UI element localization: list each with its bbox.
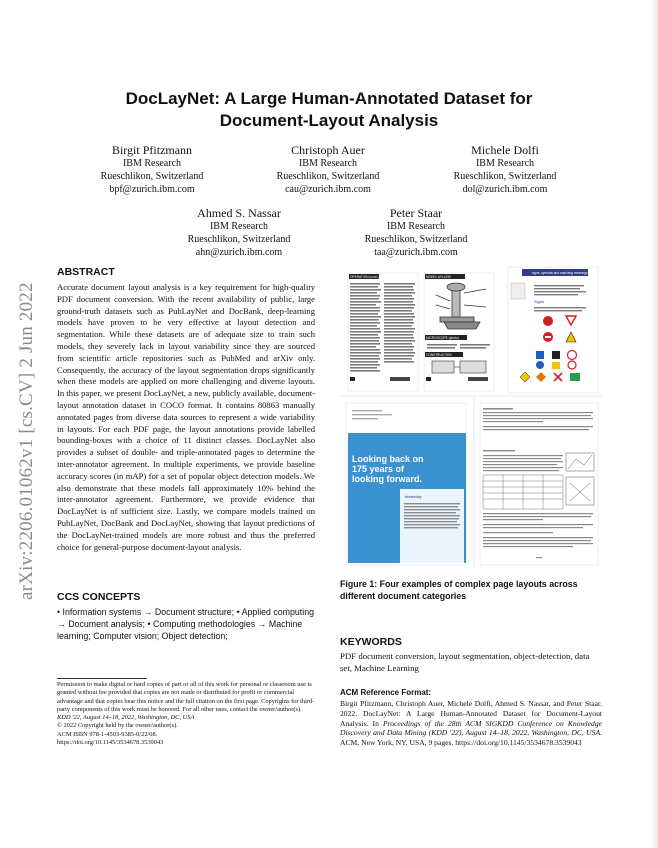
keywords-list: PDF document conversion, layout segmentation, object-detection, data set, Machine Learning — [340, 651, 590, 673]
figure-caption: Figure 1: Four examples of complex page layouts across different document categories — [340, 579, 578, 601]
footnote-isbn: ACM ISBN 978-1-4503-9385-0/22/08. — [57, 730, 158, 738]
panel-c-title: Signs — [534, 299, 545, 304]
headline-line: 175 years of — [352, 464, 405, 474]
arxiv-stamp: arXiv:2206.01062v1 [cs.CV] 2 Jun 2022 — [16, 282, 37, 600]
author-org: IBM Research — [386, 221, 446, 232]
author-email[interactable]: taa@zurich.ibm.com — [374, 247, 458, 258]
footnote — [57, 681, 319, 747]
title-line-2: Document-Layout Analysis — [219, 111, 439, 130]
acm-ref-venue: Proceedings of the 28th ACM SIGKDD Conference on Knowledge Discovery and Data Mining (KDD '22), August 14–18, 2022, Washington, DC, USA. — [340, 718, 603, 738]
author-email[interactable]: cau@zurich.ibm.com — [285, 184, 371, 195]
acm-reference-heading: ACM Reference Format: — [340, 688, 432, 697]
author-org: IBM Research — [475, 158, 535, 169]
acm-ref-authors: Birgit Pfitzmann, Christoph Auer, Michele Dolfi, Ahmed S. Nassar, and Peter Staar. 2022. DocLayNet: A Large Human-Annotated Dataset for Document-Layout Analysis. In — [340, 699, 602, 728]
figure-panel-document — [480, 403, 598, 565]
panel-b-subhead: Yesterday — [404, 494, 422, 499]
figure-panel-signs — [508, 267, 598, 393]
acm-reference — [340, 699, 602, 748]
author-name: Birgit Pfitzmann — [111, 143, 193, 157]
author-block — [316, 206, 516, 259]
author-block — [52, 143, 252, 196]
panel-a-label: MICROSCOPE (photo) — [426, 336, 459, 340]
keywords-heading: KEYWORDS — [340, 636, 402, 648]
author-block — [228, 143, 428, 196]
author-place: Rueschlikon, Switzerland — [100, 171, 204, 182]
author-email[interactable]: dol@zurich.ibm.com — [462, 184, 548, 195]
author-name: Christoph Auer — [291, 143, 365, 157]
author-place: Rueschlikon, Switzerland — [187, 234, 291, 245]
page-edge-shadow — [652, 0, 658, 848]
abstract-heading: ABSTRACT — [57, 266, 115, 278]
author-org: IBM Research — [298, 158, 358, 169]
figure-1 — [340, 265, 602, 568]
author-name: Peter Staar — [389, 206, 443, 220]
panel-a-label: CONSTRUCTION — [426, 353, 452, 357]
author-name: Ahmed S. Nassar — [197, 206, 281, 220]
paper-title — [60, 88, 598, 132]
headline-line: Looking back on — [352, 454, 424, 464]
panel-a-label: OPERATION (cont.) — [350, 275, 379, 279]
acm-ref-publisher: ACM, New York, NY, USA, 9 pages. https://doi.org/10.1145/3534678.3539043 — [340, 738, 582, 748]
footnote-venue: KDD '22, August 14–18, 2022, Washington, DC, USA — [57, 714, 195, 722]
author-name: Michele Dolfi — [471, 143, 539, 157]
ccs-heading: CCS CONCEPTS — [57, 591, 141, 603]
panel-a-label: MODEL AYL1230 — [426, 275, 451, 279]
headline-line: looking forward. — [352, 474, 423, 484]
author-block — [405, 143, 605, 196]
figure-panel-report — [346, 403, 466, 565]
panel-c-header: signs, symbols and matching meanings — [532, 271, 588, 275]
author-org: IBM Research — [122, 158, 182, 169]
author-place: Rueschlikon, Switzerland — [453, 171, 557, 182]
footnote-copyright: © 2022 Copyright held by the owner/author(s). — [57, 722, 178, 730]
ccs-concepts: • Information systems → Document structure; • Applied computing → Document analysis; • Computing methodologies → Machine learning; Computer vision; Object detection; — [57, 607, 314, 641]
abstract-body: Accurate document layout analysis is a key requirement for high-quality PDF document conversion. With the recent availability of public, large ground-truth datasets such as PubLayNet and DocBank, deep-learning models have proven to be very effective at layout detection and segmentation. While these datasets are of adequate size to train such models, they severely lack in layout variability since they are sourced from scientific article repositories such as PubMed and arXiv only. Consequently, the accuracy of the layout segmentation drops significantly when these models are applied on more challenging and diverse layouts. In this paper, we present DocLayNet, a new, publicly available, document-layout annotation dataset in COCO format. It contains 80863 manually annotated pages from diverse data sources to represent a wide variability in layouts. For each PDF page, the layout annotations provide labelled bounding-boxes with a choice of 11 distinct classes. DocLayNet also provides a subset of double- and triple-annotated pages to determine the inter-annotator agreement. In multiple experiments, we provide baseline accuracy scores (in mAP) for a set of popular object detection models. We also demonstrate that these models fall approximately 10% behind the inter-annotator agreement. Furthermore, we provide evidence that DocLayNet is of sufficient size. Lastly, we compare models trained on PubLayNet, DocBank and DocLayNet, showing that layout predictions of the DocLayNet-trained models are more robust and thus the preferred choice for general-purpose document-layout analysis. — [57, 282, 315, 552]
author-place: Rueschlikon, Switzerland — [364, 234, 468, 245]
author-email[interactable]: ahn@zurich.ibm.com — [195, 247, 283, 258]
author-block — [139, 206, 339, 259]
author-org: IBM Research — [209, 221, 269, 232]
figure-panel-manual — [348, 273, 494, 391]
footnote-doi[interactable]: https://doi.org/10.1145/3534678.3539043 — [57, 739, 164, 747]
title-line-1: DocLayNet: A Large Human-Annotated Dataset for — [125, 89, 533, 108]
author-email[interactable]: bpf@zurich.ibm.com — [109, 184, 195, 195]
author-place: Rueschlikon, Switzerland — [276, 171, 380, 182]
footnote-rule — [57, 678, 147, 679]
footnote-permission: Permission to make digital or hard copies of part or all of this work for personal or classroom use is granted without fee provided that copies are not made or distributed for profit or commercial advantage and that copies bear this notice and the full citation on the first page. Copyrights for third-party components of this work must be honored. For all other uses, contact the owner/author(s). — [57, 681, 315, 713]
